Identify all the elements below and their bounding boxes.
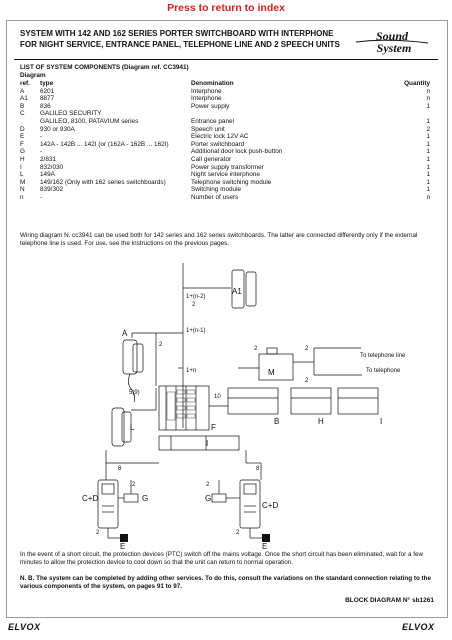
component-type: 832/030 (40, 163, 64, 171)
component-quantity: 1 (426, 102, 430, 110)
component-type: - (40, 193, 43, 201)
component-quantity: 1 (426, 148, 430, 156)
component-denomination: Telephone switching module (191, 178, 272, 186)
component-row (20, 179, 430, 187)
component-quantity: 1 (426, 186, 430, 194)
component-ref: G (20, 148, 25, 156)
svg-text:I: I (206, 439, 209, 448)
elvox-logo-left: ELVOX (8, 622, 41, 632)
component-ref: M (20, 178, 26, 186)
svg-text:2: 2 (206, 482, 210, 488)
svg-text:5(9): 5(9) (129, 390, 140, 396)
return-to-index-link[interactable]: Press to return to index (167, 2, 285, 14)
component-row (20, 103, 430, 111)
svg-text:I: I (380, 417, 383, 426)
component-ref: n (20, 193, 24, 201)
component-quantity: 1 (426, 163, 430, 171)
svg-text:8: 8 (256, 466, 260, 472)
sound-system-logo (350, 28, 434, 56)
svg-text:1+(n-2): 1+(n-2) (186, 294, 206, 300)
title-line-2: FOR NIGHT SERVICE, ENTRANCE PANEL, TELEPHONE LINE AND 2 SPEECH UNITS (20, 39, 340, 49)
header-divider (14, 59, 438, 60)
component-type: 6201 (40, 87, 55, 95)
elvox-logo-right: ELVOX (402, 622, 435, 632)
component-row (20, 95, 430, 103)
component-denomination: Switching module (191, 186, 242, 194)
svg-text:2: 2 (132, 482, 136, 488)
component-row (20, 110, 430, 118)
svg-text:A1: A1 (232, 287, 242, 296)
short-circuit-note: In the event of a short circuit, the protection devices (PTC) switch off the mains voltage. Once the short circuit has been eliminated, wait for a few minutes to allow the protection device to cool down so that the unit can return to normal operation. (20, 551, 424, 567)
svg-text:C+D: C+D (262, 501, 279, 510)
component-denomination: Power supply (191, 102, 230, 110)
component-quantity: n (426, 95, 430, 103)
component-denomination: Porter switchboard (191, 140, 245, 148)
component-type: 8877 (40, 95, 55, 103)
component-ref: I (20, 163, 22, 171)
component-denomination: Interphone (191, 87, 222, 95)
component-ref: D (20, 125, 25, 133)
components-heading: LIST OF SYSTEM COMPONENTS (Diagram ref. CC3941) Diagram (20, 64, 189, 79)
component-quantity: 1 (426, 171, 430, 179)
electric-lock-right-icon (262, 534, 270, 542)
component-type: 149A (40, 171, 55, 179)
component-denomination (191, 110, 356, 118)
component-ref: H (20, 155, 25, 163)
component-type: GALILEO, 8100, PATAVIUM series (40, 117, 139, 125)
svg-text:To telephone: To telephone (366, 368, 401, 374)
component-type: - (40, 148, 43, 156)
svg-text:2: 2 (254, 346, 258, 352)
svg-text:1+(n-1): 1+(n-1) (186, 328, 206, 334)
component-denomination: Number of users (191, 193, 239, 201)
svg-text:G: G (205, 494, 212, 503)
component-type: 836 (40, 102, 51, 110)
component-denomination: Additional door lock push-button (191, 148, 283, 156)
svg-text:2: 2 (305, 346, 309, 352)
component-quantity: 1 (426, 133, 430, 141)
block-diagram-ref: BLOCK DIAGRAM N° sb1261 (345, 597, 434, 604)
wiring-diagram (6, 258, 446, 550)
svg-text:2: 2 (305, 378, 309, 384)
component-denomination: Interphone (191, 95, 222, 103)
components-table-header: ref. type Denomination Quantity (20, 80, 430, 87)
component-quantity: n (426, 193, 430, 201)
component-ref: L (20, 171, 24, 179)
svg-text:H: H (318, 417, 324, 426)
component-type: 149/162 (Only with 162 series switchboards) (40, 178, 166, 186)
svg-text:2: 2 (236, 530, 240, 536)
component-ref: E (20, 133, 25, 141)
svg-text:System: System (376, 41, 412, 55)
svg-text:M: M (268, 368, 275, 377)
component-row (20, 156, 430, 164)
component-ref (20, 118, 40, 126)
svg-text:B: B (274, 417, 280, 426)
svg-text:C+D: C+D (82, 494, 99, 503)
component-row (20, 141, 430, 149)
component-denomination: Night service interphone (191, 171, 260, 179)
component-row (20, 133, 430, 141)
component-denomination: Entrance panel (191, 117, 234, 125)
component-ref: B (20, 102, 25, 110)
svg-text:2: 2 (192, 302, 196, 308)
component-quantity: 1 (426, 155, 430, 163)
component-denomination: Speech unit (191, 125, 225, 133)
svg-text:2: 2 (159, 342, 163, 348)
component-quantity: n (426, 87, 430, 95)
svg-text:Sound: Sound (375, 29, 409, 43)
component-type: 930 or 930A (40, 125, 75, 133)
nb-note: N. B. The system can be completed by adding other services. To do this, consult the variations on the standard connection relating to the various components of the system, on pages 91 to 97. (20, 575, 432, 591)
component-denomination: Power supply transformer (191, 163, 264, 171)
component-row (20, 194, 430, 202)
svg-text:8: 8 (118, 466, 122, 472)
component-quantity: 1 (426, 117, 430, 125)
component-type: 2/831 (40, 155, 56, 163)
svg-text:To telephone line: To telephone line (360, 353, 406, 359)
component-row (20, 148, 430, 156)
component-ref: N (20, 186, 25, 194)
component-type: GALILEO SECURITY (40, 110, 102, 118)
component-quantity: 2 (426, 125, 430, 133)
svg-text:1+n: 1+n (186, 368, 197, 374)
electric-lock-left-icon (120, 534, 128, 542)
component-row (20, 118, 430, 126)
component-denomination: Electric lock 12V AC (191, 133, 249, 141)
svg-text:10: 10 (214, 394, 221, 400)
svg-text:F: F (211, 423, 216, 432)
component-type: - (40, 133, 43, 141)
component-row (20, 186, 430, 194)
component-type: 142A - 142B ... 142I (or (162A - 162B ... 162I) (40, 140, 169, 148)
svg-text:G: G (142, 494, 149, 503)
component-row (20, 171, 430, 179)
component-row (20, 88, 430, 96)
component-ref: A (20, 87, 25, 95)
component-row (20, 126, 430, 134)
component-row (20, 164, 430, 172)
top-bar (0, 0, 452, 17)
components-table (20, 80, 430, 202)
component-denomination: Call generator (191, 155, 232, 163)
component-quantity (356, 110, 430, 118)
svg-text:E: E (120, 542, 126, 550)
svg-text:L: L (130, 423, 135, 432)
component-quantity: 1 (426, 140, 430, 148)
component-ref: A1 (20, 95, 28, 103)
svg-text:2: 2 (96, 530, 100, 536)
wiring-note: Wiring diagram N. cc3941 can be used both for 142 series and 162 series switchboards. The latter are connected differently only if the external telephone line is used. For use, see the instructions on the previous pages. (20, 232, 418, 248)
svg-text:E: E (262, 542, 268, 550)
title-line-1: SYSTEM WITH 142 AND 162 SERIES PORTER SWITCHBOARD WITH INTERPHONE (20, 29, 334, 38)
svg-text:A: A (122, 329, 128, 338)
component-quantity: 1 (426, 178, 430, 186)
page-title (20, 29, 350, 50)
component-ref: C (20, 110, 25, 118)
component-type: 839/302 (40, 186, 64, 194)
component-ref: F (20, 140, 24, 148)
